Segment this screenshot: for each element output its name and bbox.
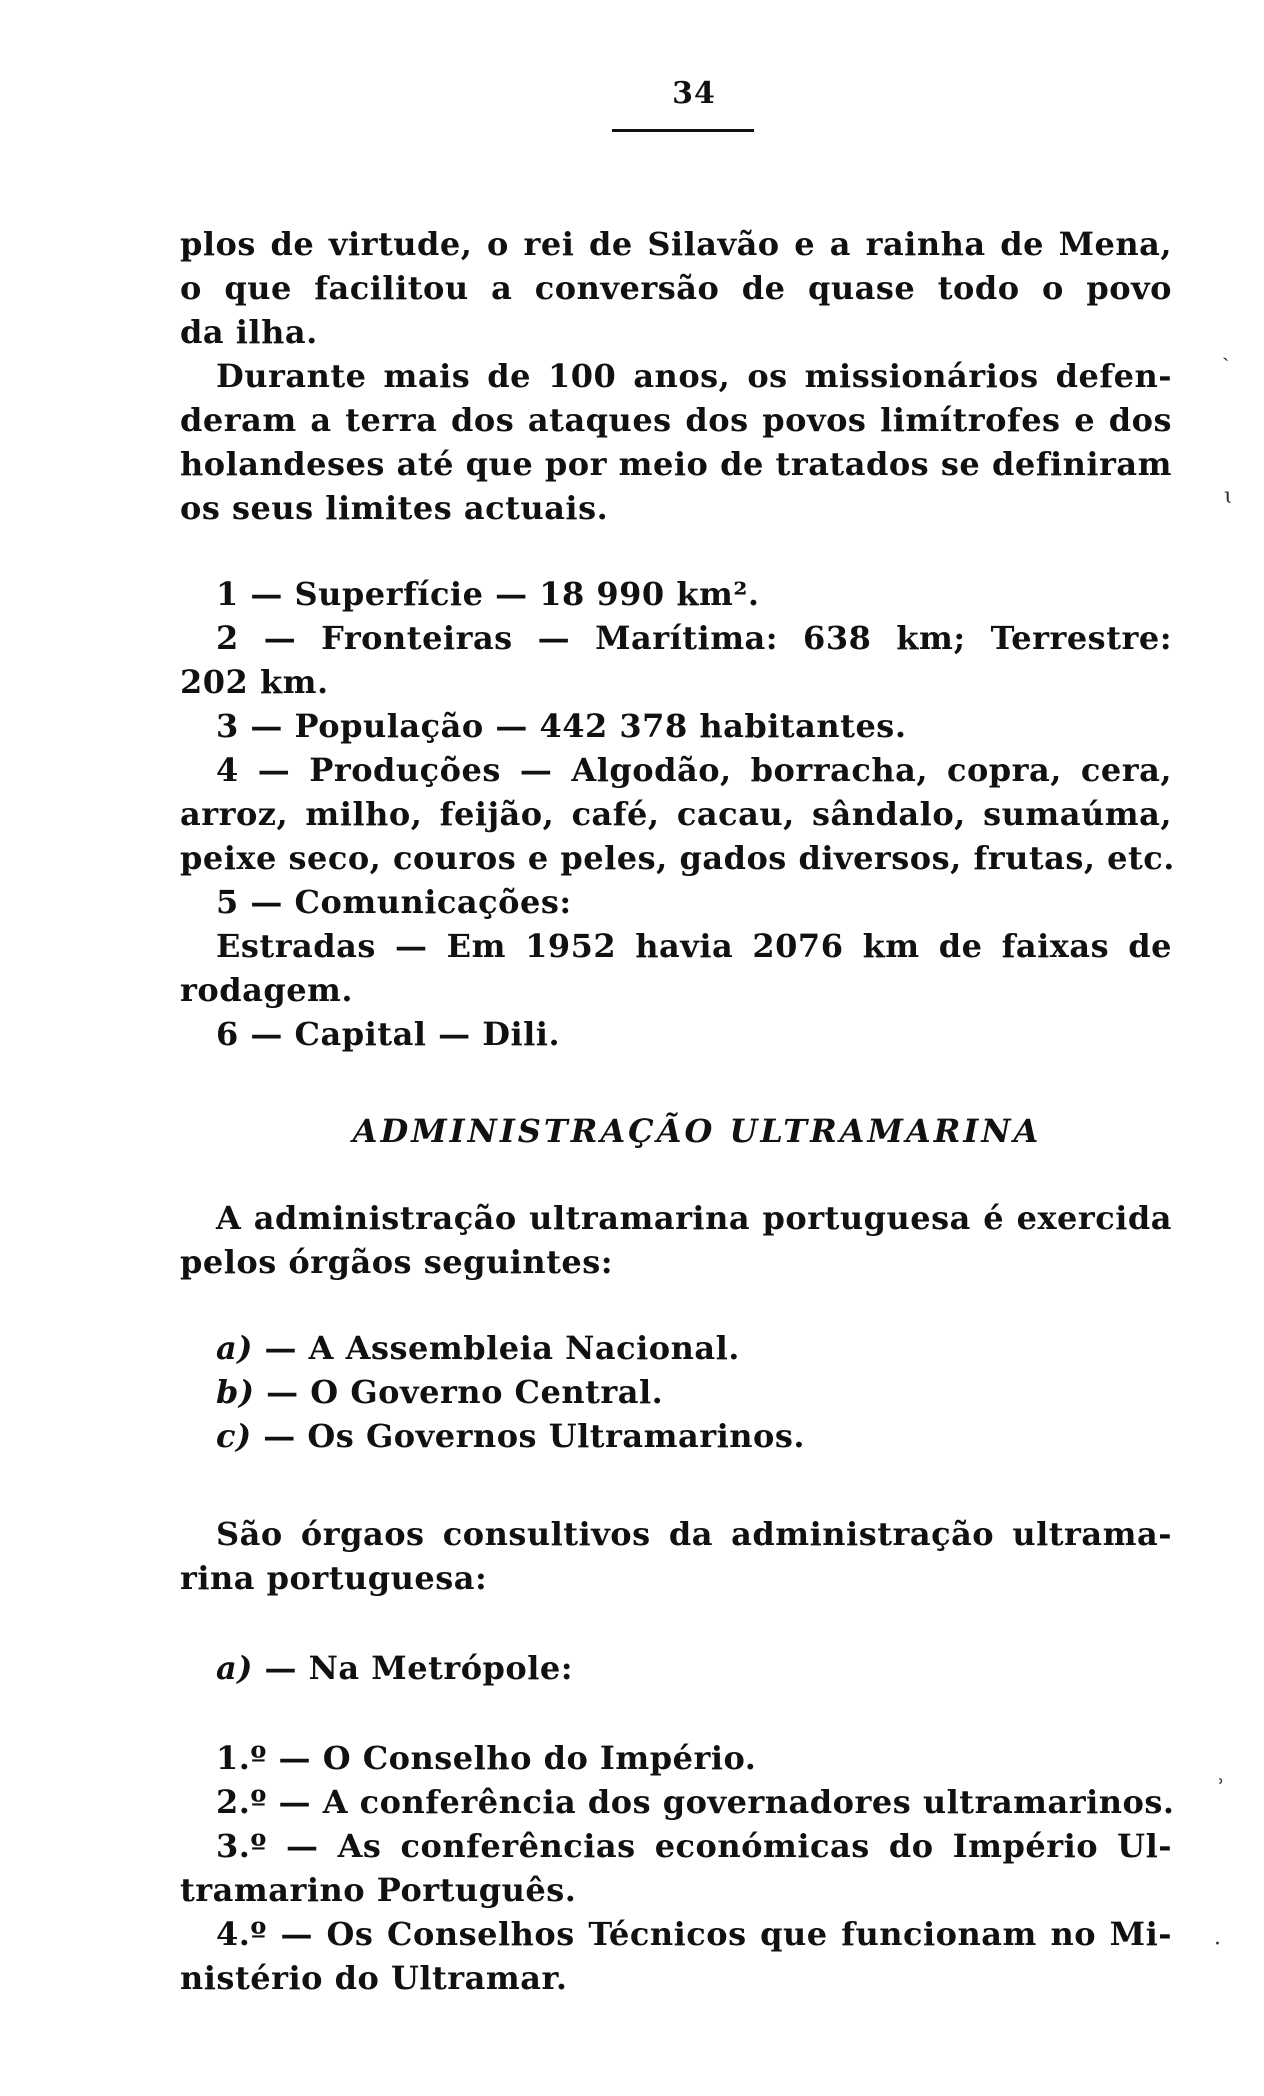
council-item: 1.º — O Conselho do Império. bbox=[216, 1739, 757, 1777]
scan-mark: ˎ bbox=[1222, 337, 1230, 362]
list-marker: a) bbox=[216, 1649, 253, 1687]
fact-item: 4 — Produções — Algodão, borracha, copra, cera, bbox=[216, 751, 1172, 789]
fact-item: 1 — Superfície — 18 990 km². bbox=[216, 575, 760, 613]
organ-text: — A Assembleia Nacional. bbox=[264, 1329, 740, 1367]
fact-item: 5 — Comunicações: bbox=[216, 883, 572, 921]
fact-item: 2 — Fronteiras — Marítima: 638 km; Terrestre: bbox=[216, 619, 1172, 657]
council-item: 3.º — As conferências económicas do Império Ul- bbox=[216, 1827, 1172, 1865]
organ-text: — O Governo Central. bbox=[266, 1373, 664, 1411]
council-item: 4.º — Os Conselhos Técnicos que funcionam no Mi- bbox=[216, 1915, 1172, 1953]
metropole-item bbox=[180, 1646, 1172, 1690]
fact-item: 6 — Capital — Dili. bbox=[216, 1015, 561, 1053]
text-line: o que facilitou a conversão de quase todo o povo bbox=[180, 269, 1172, 307]
organ-item bbox=[180, 1326, 1172, 1370]
scan-mark: ɩ bbox=[1224, 484, 1233, 509]
text-line: os seus limites actuais. bbox=[180, 489, 609, 527]
page-number-rule bbox=[612, 129, 754, 132]
scan-mark: ʾ bbox=[1218, 1776, 1225, 1801]
page-number: 34 bbox=[672, 76, 716, 111]
text-line: Durante mais de 100 anos, os missionários defen- bbox=[216, 357, 1172, 395]
organ-text: — Os Governos Ultramarinos. bbox=[263, 1417, 805, 1455]
consultative-line: rina portuguesa: bbox=[180, 1559, 488, 1597]
text-line: da ilha. bbox=[180, 313, 318, 351]
fact-item: 3 — População — 442 378 habitantes. bbox=[216, 707, 907, 745]
fact-item: peixe seco, couros e peles, gados diversos, frutas, etc. bbox=[180, 839, 1175, 877]
text-line: plos de virtude, o rei de Silavão e a rainha de Mena, bbox=[180, 225, 1172, 263]
fact-item: arroz, milho, feijão, café, cacau, sândalo, sumaúma, bbox=[180, 795, 1172, 833]
council-item: tramarino Português. bbox=[180, 1871, 577, 1909]
organ-item bbox=[180, 1370, 1172, 1414]
text-line: holandeses até que por meio de tratados se definiram bbox=[180, 445, 1172, 483]
council-item: nistério do Ultramar. bbox=[180, 1959, 568, 1997]
organ-item bbox=[180, 1414, 1172, 1458]
fact-item: Estradas — Em 1952 havia 2076 km de faixas de bbox=[216, 927, 1172, 965]
list-marker: a) bbox=[216, 1329, 253, 1367]
fact-item: 202 km. bbox=[180, 663, 329, 701]
consultative-line: São órgaos consultivos da administração ultrama- bbox=[216, 1515, 1172, 1553]
section-intro-line: pelos órgãos seguintes: bbox=[180, 1243, 614, 1281]
list-marker: b) bbox=[216, 1373, 255, 1411]
council-item: 2.º — A conferência dos governadores ultramarinos. bbox=[216, 1783, 1175, 1821]
list-marker: c) bbox=[216, 1417, 252, 1455]
text-line: deram a terra dos ataques dos povos limítrofes e dos bbox=[180, 401, 1172, 439]
section-heading: ADMINISTRAÇÃO ULTRAMARINA bbox=[352, 1112, 1042, 1150]
section-intro-line: A administração ultramarina portuguesa é exercida bbox=[216, 1199, 1172, 1237]
fact-item: rodagem. bbox=[180, 971, 354, 1009]
scan-mark: · bbox=[1214, 1932, 1221, 1957]
metropole-text: — Na Metrópole: bbox=[264, 1649, 574, 1687]
